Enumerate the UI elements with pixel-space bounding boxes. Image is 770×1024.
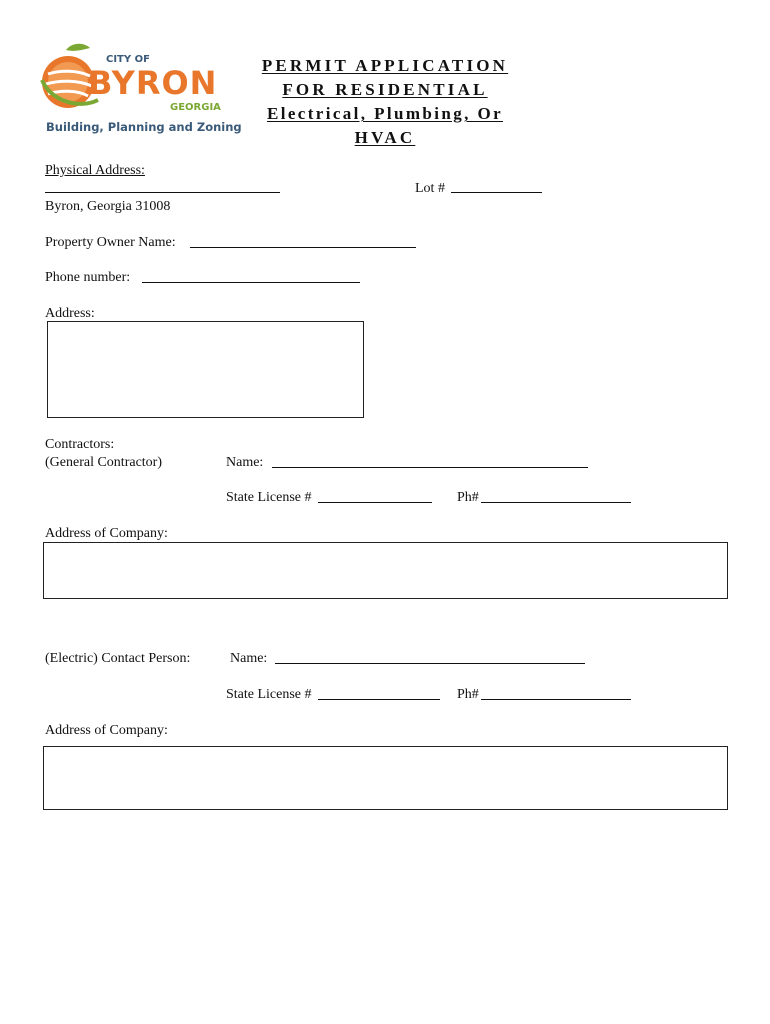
- gc-phone-label: Ph#: [457, 490, 479, 505]
- title-line-1: PERMIT APPLICATION: [261, 56, 509, 75]
- logo-department: Building, Planning and Zoning: [46, 120, 242, 134]
- owner-address-box[interactable]: [47, 321, 364, 418]
- owner-address-label: Address:: [45, 306, 95, 321]
- ec-license-label: State License #: [226, 687, 312, 702]
- ec-phone-label: Ph#: [457, 687, 479, 702]
- city-state-zip: Byron, Georgia 31008: [45, 199, 171, 214]
- general-contractor-label: (General Contractor): [45, 455, 162, 470]
- gc-license-label: State License #: [226, 490, 312, 505]
- ec-license-field[interactable]: [318, 699, 440, 700]
- title-line-2: FOR RESIDENTIAL: [282, 80, 488, 99]
- phone-field[interactable]: [142, 282, 360, 283]
- lot-field[interactable]: [451, 192, 542, 193]
- logo-city-of: CITY OF: [106, 54, 150, 65]
- title-line-4: HVAC: [354, 128, 416, 147]
- gc-name-label: Name:: [226, 455, 264, 470]
- gc-phone-field[interactable]: [481, 502, 631, 503]
- contractors-label: Contractors:: [45, 437, 115, 452]
- electric-contact-label: (Electric) Contact Person:: [45, 651, 191, 666]
- ec-name-field[interactable]: [275, 663, 585, 664]
- physical-address-label: Physical Address:: [45, 163, 145, 178]
- logo-city-name: BYRON: [88, 64, 218, 102]
- lot-label: Lot #: [415, 181, 445, 196]
- gc-company-address-label: Address of Company:: [45, 526, 168, 541]
- property-owner-field[interactable]: [190, 247, 416, 248]
- physical-address-field[interactable]: [45, 192, 280, 193]
- ec-phone-field[interactable]: [481, 699, 631, 700]
- gc-company-address-box[interactable]: [43, 542, 728, 599]
- ec-name-label: Name:: [230, 651, 268, 666]
- gc-license-field[interactable]: [318, 502, 432, 503]
- title-line-3: Electrical, Plumbing, Or: [266, 104, 504, 123]
- peach-emblem-icon: [38, 40, 238, 120]
- page-title: [245, 54, 525, 150]
- logo-state: GEORGIA: [170, 102, 221, 113]
- ec-company-address-label: Address of Company:: [45, 723, 168, 738]
- ec-company-address-box[interactable]: [43, 746, 728, 810]
- phone-label: Phone number:: [45, 270, 131, 285]
- gc-name-field[interactable]: [272, 467, 588, 468]
- property-owner-label: Property Owner Name:: [45, 235, 176, 250]
